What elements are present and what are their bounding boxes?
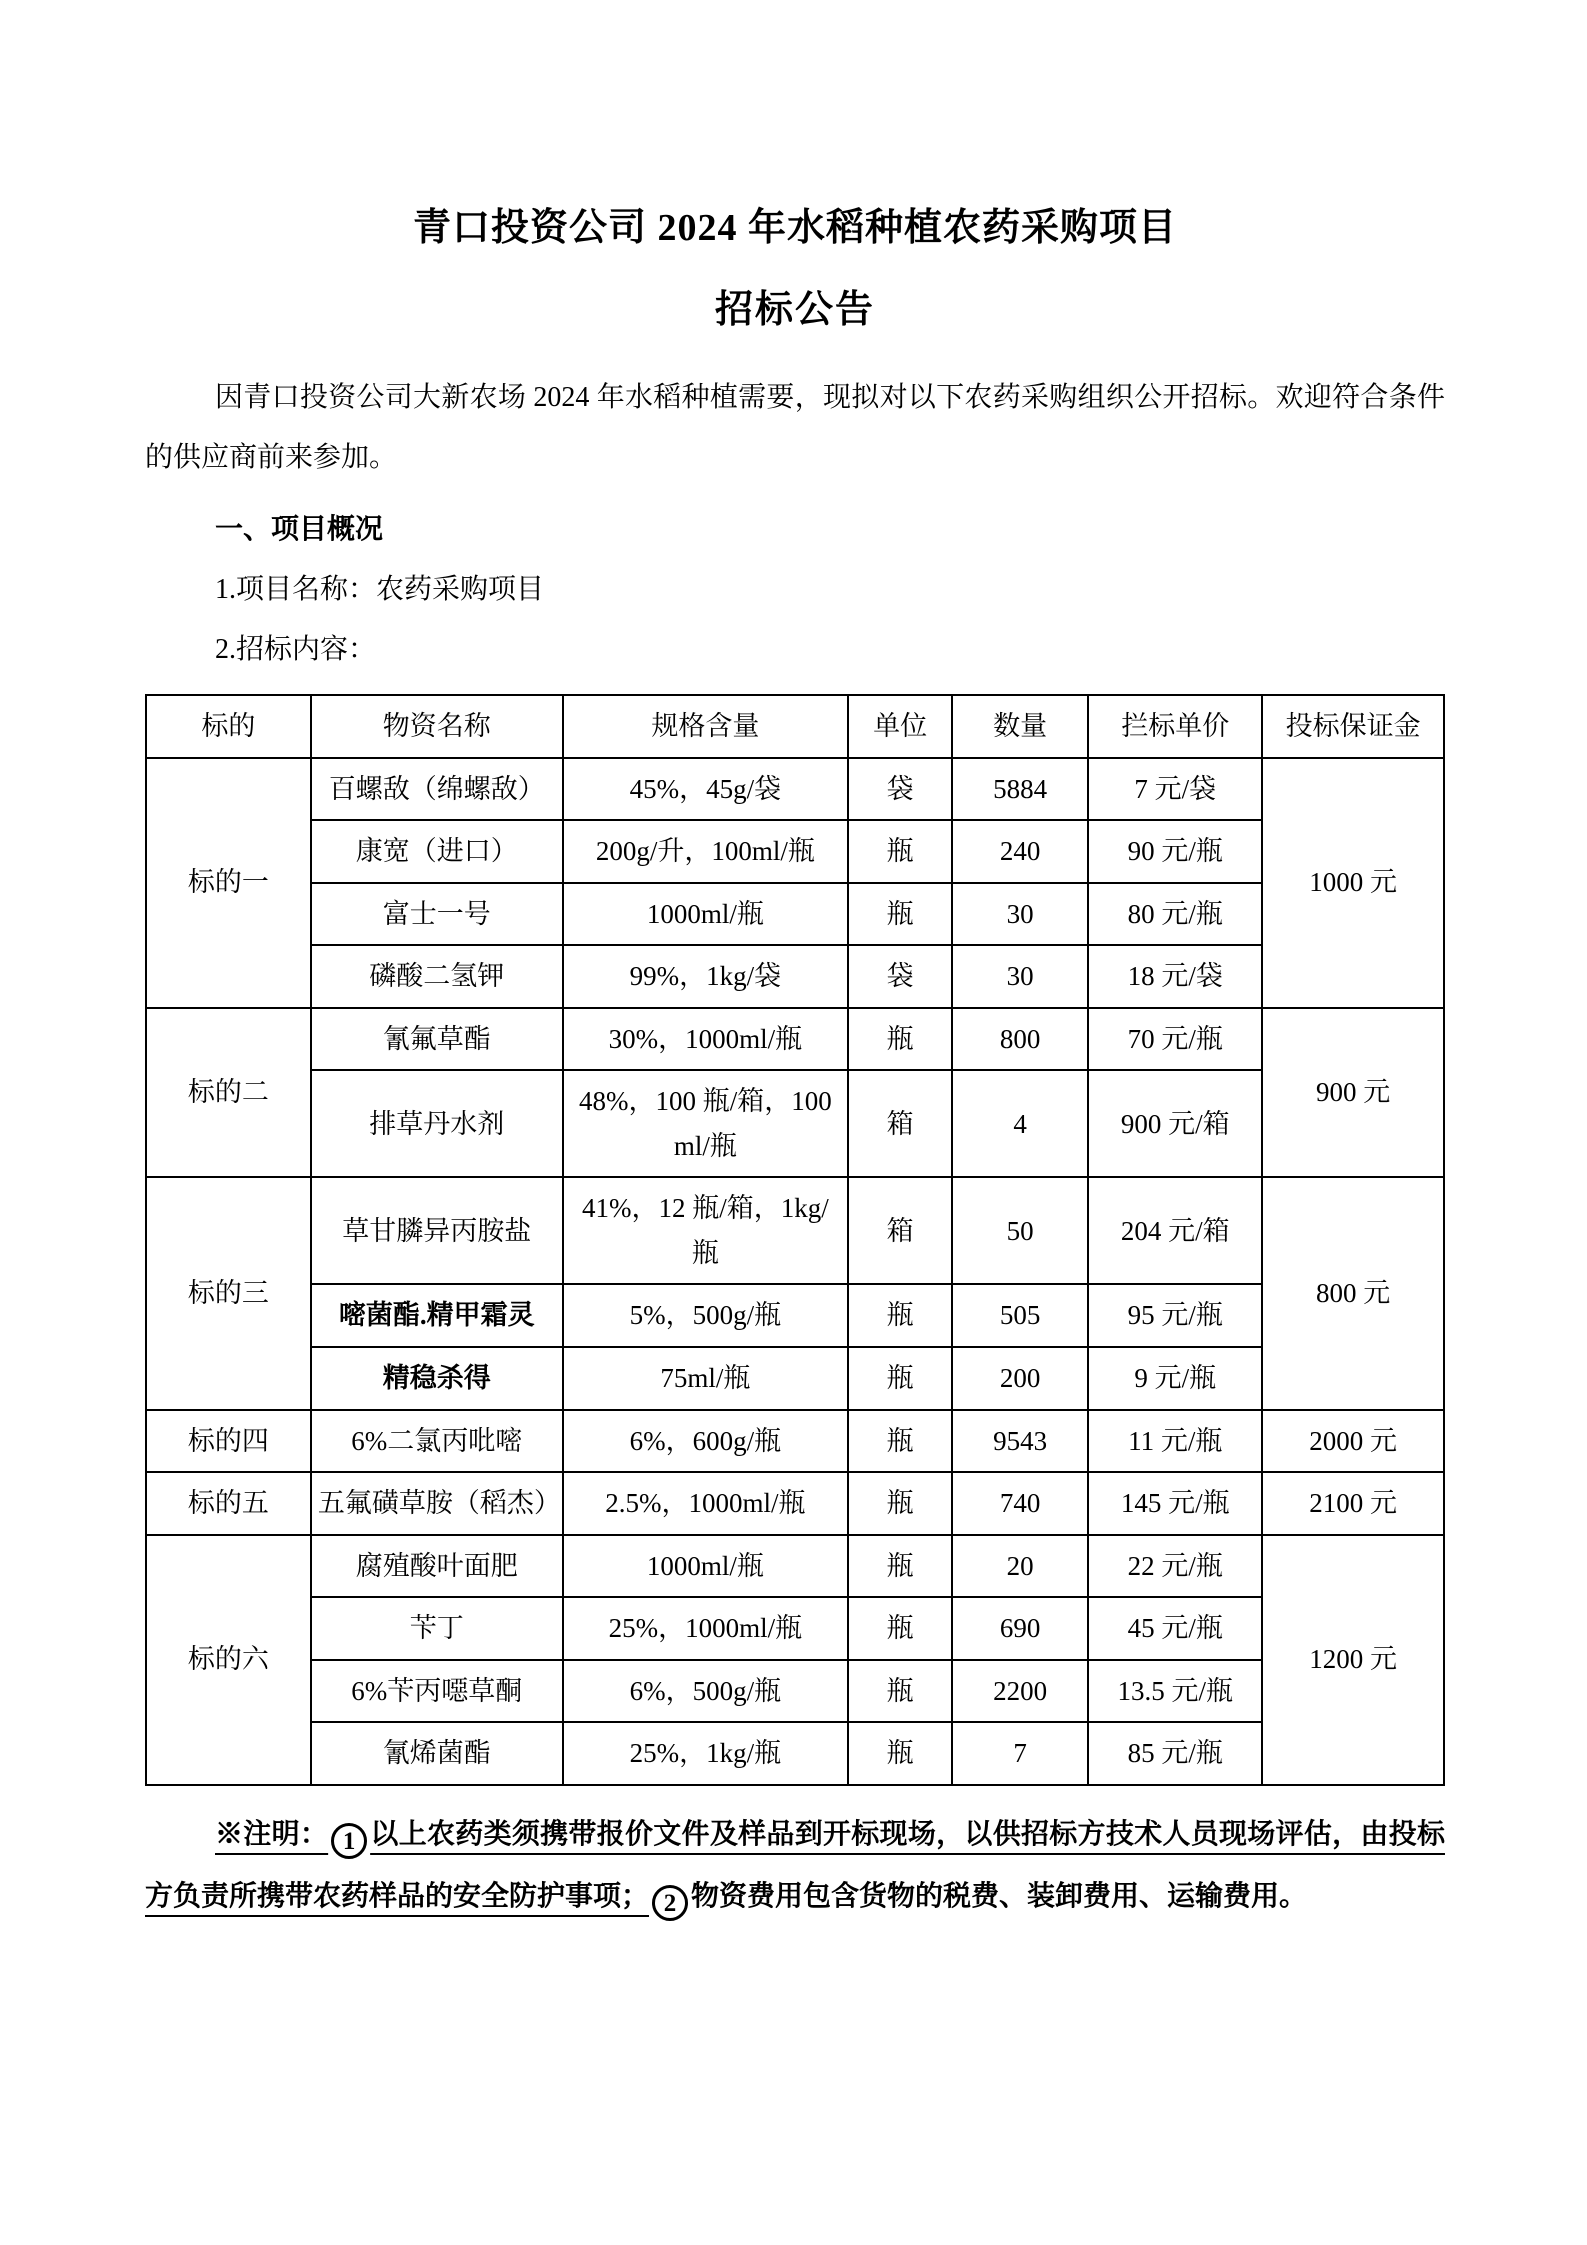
project-name-item: 1.项目名称：农药采购项目 bbox=[215, 574, 545, 605]
deposit-cell: 800 元 bbox=[1262, 1177, 1444, 1409]
material-name-cell: 五氟磺草胺（稻杰） bbox=[311, 1472, 563, 1535]
spec-cell: 1000ml/瓶 bbox=[563, 1535, 849, 1598]
quantity-cell: 5884 bbox=[952, 758, 1088, 821]
note-underlined-text: 以上农药类须携带报价文件及样品到开标现场，以供招标方技术人员现场评估，由投标方负责所携带农药样品的安全防护事项； bbox=[145, 1818, 1445, 1912]
material-name-cell: 氰烯菌酯 bbox=[311, 1722, 563, 1785]
table-row bbox=[146, 758, 1444, 821]
spec-cell: 6%，500g/瓶 bbox=[563, 1660, 849, 1723]
procurement-table bbox=[145, 694, 1445, 1786]
circled-number-2: 2 bbox=[652, 1885, 688, 1921]
price-cell: 145 元/瓶 bbox=[1088, 1472, 1262, 1535]
material-name-cell: 磷酸二氢钾 bbox=[311, 945, 563, 1008]
material-name-cell: 排草丹水剂 bbox=[311, 1070, 563, 1177]
unit-cell: 瓶 bbox=[848, 883, 952, 946]
quantity-cell: 30 bbox=[952, 883, 1088, 946]
deposit-cell: 2100 元 bbox=[1262, 1472, 1444, 1535]
price-cell: 45 元/瓶 bbox=[1088, 1597, 1262, 1660]
deposit-cell: 1200 元 bbox=[1262, 1535, 1444, 1785]
price-cell: 90 元/瓶 bbox=[1088, 820, 1262, 883]
material-name-cell: 腐殖酸叶面肥 bbox=[311, 1535, 563, 1598]
price-cell: 80 元/瓶 bbox=[1088, 883, 1262, 946]
material-name-cell: 康宽（进口） bbox=[311, 820, 563, 883]
spec-cell: 41%，12 瓶/箱，1kg/瓶 bbox=[563, 1177, 849, 1284]
material-name-cell: 百螺敌（绵螺敌） bbox=[311, 758, 563, 821]
quantity-cell: 20 bbox=[952, 1535, 1088, 1598]
column-header-bid: 标的 bbox=[146, 695, 311, 758]
intro-paragraph: 因青口投资公司大新农场 2024 年水稻种植需要，现拟对以下农药采购组织公开招标。欢迎符合条件的供应商前来参加。 bbox=[145, 382, 1445, 473]
quantity-cell: 800 bbox=[952, 1008, 1088, 1071]
table-header-row bbox=[146, 695, 1444, 758]
spec-cell: 2.5%，1000ml/瓶 bbox=[563, 1472, 849, 1535]
unit-cell: 瓶 bbox=[848, 1597, 952, 1660]
material-name-cell: 精稳杀得 bbox=[311, 1347, 563, 1410]
table-row bbox=[146, 1722, 1444, 1785]
table-row bbox=[146, 883, 1444, 946]
quantity-cell: 740 bbox=[952, 1472, 1088, 1535]
quantity-cell: 2200 bbox=[952, 1660, 1088, 1723]
column-header-deposit: 投标保证金 bbox=[1262, 695, 1444, 758]
unit-cell: 瓶 bbox=[848, 1472, 952, 1535]
quantity-cell: 4 bbox=[952, 1070, 1088, 1177]
table-row bbox=[146, 1472, 1444, 1535]
table-row bbox=[146, 945, 1444, 1008]
page-title-line2: 招标公告 bbox=[714, 289, 875, 331]
material-name-cell: 6%二氯丙吡嘧 bbox=[311, 1410, 563, 1473]
material-name-cell: 草甘膦异丙胺盐 bbox=[311, 1177, 563, 1284]
spec-cell: 99%，1kg/袋 bbox=[563, 945, 849, 1008]
table-row bbox=[146, 1660, 1444, 1723]
quantity-cell: 30 bbox=[952, 945, 1088, 1008]
unit-cell: 瓶 bbox=[848, 820, 952, 883]
table-row bbox=[146, 1070, 1444, 1177]
bid-group-cell: 标的二 bbox=[146, 1008, 311, 1178]
deposit-cell: 2000 元 bbox=[1262, 1410, 1444, 1473]
note-plain-part: 物资费用包含货物的税费、装卸费用、运输费用。 bbox=[691, 1880, 1308, 1912]
table-row bbox=[146, 1284, 1444, 1347]
price-cell: 95 元/瓶 bbox=[1088, 1284, 1262, 1347]
table-row bbox=[146, 1347, 1444, 1410]
section-heading-overview: 一、项目概况 bbox=[215, 514, 384, 545]
bid-content-item: 2.招标内容： bbox=[215, 634, 377, 665]
price-cell: 18 元/袋 bbox=[1088, 945, 1262, 1008]
spec-cell: 1000ml/瓶 bbox=[563, 883, 849, 946]
material-name-cell: 氰氟草酯 bbox=[311, 1008, 563, 1071]
unit-cell: 瓶 bbox=[848, 1535, 952, 1598]
unit-cell: 箱 bbox=[848, 1177, 952, 1284]
material-name-cell: 富士一号 bbox=[311, 883, 563, 946]
price-cell: 13.5 元/瓶 bbox=[1088, 1660, 1262, 1723]
column-header-quantity: 数量 bbox=[952, 695, 1088, 758]
note-prefix: ※注明： bbox=[215, 1818, 329, 1850]
price-cell: 7 元/袋 bbox=[1088, 758, 1262, 821]
unit-cell: 瓶 bbox=[848, 1347, 952, 1410]
unit-cell: 瓶 bbox=[848, 1284, 952, 1347]
price-cell: 22 元/瓶 bbox=[1088, 1535, 1262, 1598]
price-cell: 9 元/瓶 bbox=[1088, 1347, 1262, 1410]
unit-cell: 瓶 bbox=[848, 1410, 952, 1473]
circled-number-1: 1 bbox=[331, 1823, 367, 1859]
unit-cell: 袋 bbox=[848, 945, 952, 1008]
note-paragraph bbox=[145, 1804, 1445, 1928]
quantity-cell: 50 bbox=[952, 1177, 1088, 1284]
table-row bbox=[146, 1597, 1444, 1660]
price-cell: 85 元/瓶 bbox=[1088, 1722, 1262, 1785]
quantity-cell: 7 bbox=[952, 1722, 1088, 1785]
unit-cell: 袋 bbox=[848, 758, 952, 821]
price-cell: 204 元/箱 bbox=[1088, 1177, 1262, 1284]
bid-group-cell: 标的五 bbox=[146, 1472, 311, 1535]
spec-cell: 30%，1000ml/瓶 bbox=[563, 1008, 849, 1071]
unit-cell: 瓶 bbox=[848, 1008, 952, 1071]
column-header-spec: 规格含量 bbox=[563, 695, 849, 758]
unit-cell: 瓶 bbox=[848, 1660, 952, 1723]
table-row bbox=[146, 1008, 1444, 1071]
column-header-material: 物资名称 bbox=[311, 695, 563, 758]
price-cell: 900 元/箱 bbox=[1088, 1070, 1262, 1177]
quantity-cell: 690 bbox=[952, 1597, 1088, 1660]
table-row bbox=[146, 820, 1444, 883]
bid-group-cell: 标的六 bbox=[146, 1535, 311, 1785]
spec-cell: 25%，1000ml/瓶 bbox=[563, 1597, 849, 1660]
table-row bbox=[146, 1410, 1444, 1473]
quantity-cell: 200 bbox=[952, 1347, 1088, 1410]
spec-cell: 45%，45g/袋 bbox=[563, 758, 849, 821]
column-header-unit: 单位 bbox=[848, 695, 952, 758]
spec-cell: 48%，100 瓶/箱，100ml/瓶 bbox=[563, 1070, 849, 1177]
material-name-cell: 6%苄丙噁草酮 bbox=[311, 1660, 563, 1723]
table-row bbox=[146, 1177, 1444, 1284]
bid-group-cell: 标的三 bbox=[146, 1177, 311, 1409]
unit-cell: 瓶 bbox=[848, 1722, 952, 1785]
spec-cell: 6%，600g/瓶 bbox=[563, 1410, 849, 1473]
column-header-price: 拦标单价 bbox=[1088, 695, 1262, 758]
spec-cell: 25%，1kg/瓶 bbox=[563, 1722, 849, 1785]
spec-cell: 200g/升，100ml/瓶 bbox=[563, 820, 849, 883]
quantity-cell: 505 bbox=[952, 1284, 1088, 1347]
table-row bbox=[146, 1535, 1444, 1598]
quantity-cell: 9543 bbox=[952, 1410, 1088, 1473]
spec-cell: 75ml/瓶 bbox=[563, 1347, 849, 1410]
page-title-line1: 青口投资公司 2024 年水稻种植农药采购项目 bbox=[412, 207, 1177, 249]
price-cell: 11 元/瓶 bbox=[1088, 1410, 1262, 1473]
bid-group-cell: 标的一 bbox=[146, 758, 311, 1008]
deposit-cell: 1000 元 bbox=[1262, 758, 1444, 1008]
price-cell: 70 元/瓶 bbox=[1088, 1008, 1262, 1071]
spec-cell: 5%，500g/瓶 bbox=[563, 1284, 849, 1347]
deposit-cell: 900 元 bbox=[1262, 1008, 1444, 1178]
quantity-cell: 240 bbox=[952, 820, 1088, 883]
bid-group-cell: 标的四 bbox=[146, 1410, 311, 1473]
material-name-cell: 苄丁 bbox=[311, 1597, 563, 1660]
unit-cell: 箱 bbox=[848, 1070, 952, 1177]
material-name-cell: 嘧菌酯.精甲霜灵 bbox=[311, 1284, 563, 1347]
